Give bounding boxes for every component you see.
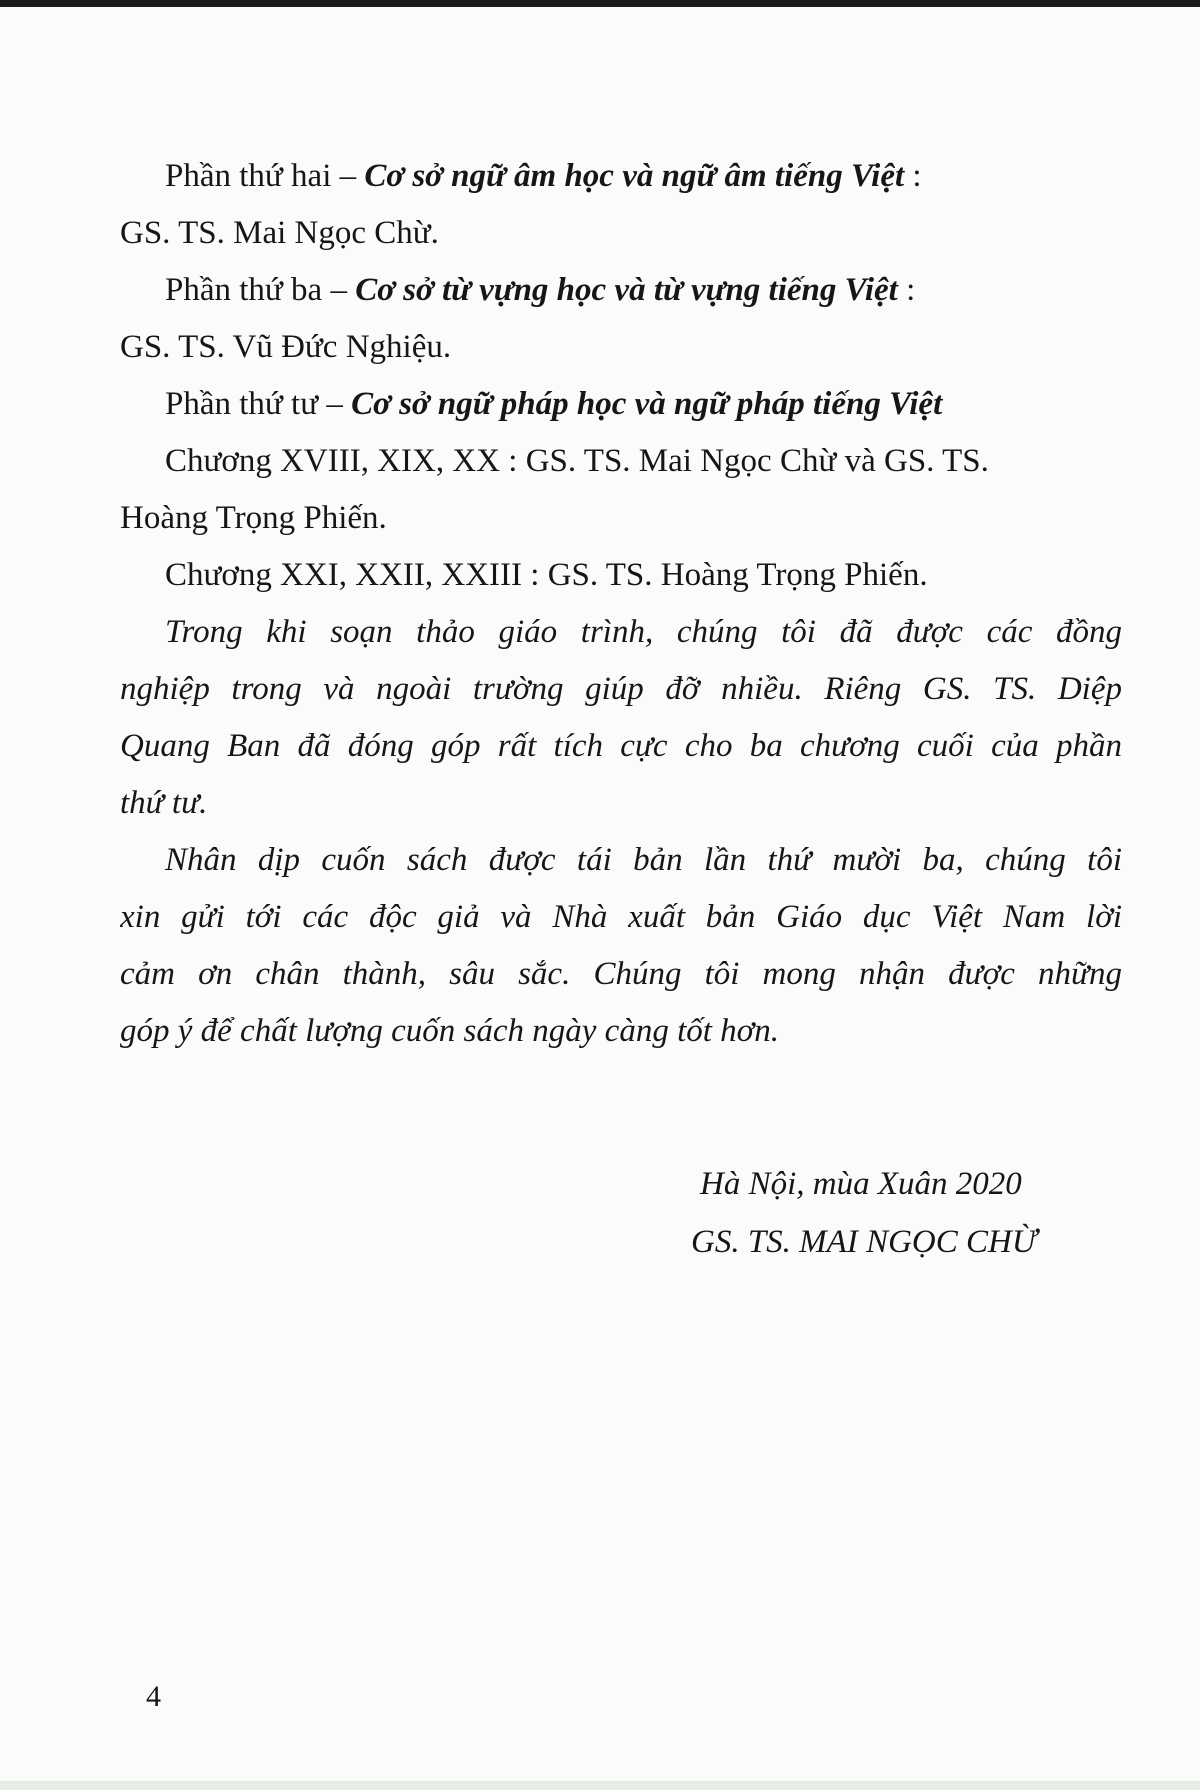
part-two-colon: : [912, 158, 922, 194]
credit-part-two [120, 148, 1122, 205]
part-three-title: Cơ sở từ vựng học và từ vựng tiếng Việt [355, 272, 898, 308]
part-two-title: Cơ sở ngữ âm học và ngữ âm tiếng Việt [364, 158, 905, 194]
part-three-label: Phần thứ ba – [165, 272, 347, 308]
credit-part-four [120, 376, 1122, 433]
part-four-label: Phần thứ tư – [165, 386, 343, 422]
page-bottom-edge [0, 1781, 1200, 1790]
signature-author: GS. TS. MAI NGỌC CHỪ [691, 1224, 1037, 1260]
part-two-label: Phần thứ hai – [165, 158, 357, 194]
credit-chapters-21-23: Chương XXI, XXII, XXIII : GS. TS. Hoàng Trọng Phiến. [165, 557, 928, 593]
thanks-line: góp ý để chất lượng cuốn sách ngày càng tốt hơn. [120, 1013, 780, 1049]
acknowledgement-line: Trong khi soạn thảo giáo trình, chúng tôi đã được các đồng [165, 614, 1122, 650]
thanks-paragraph [120, 832, 1122, 1060]
thanks-line: Nhân dịp cuốn sách được tái bản lần thứ mười ba, chúng tôi [165, 842, 1122, 878]
acknowledgement-line: thứ tư. [120, 785, 208, 821]
credit-part-two-author: GS. TS. Mai Ngọc Chừ. [120, 215, 439, 251]
page-content [120, 148, 1122, 1260]
part-three-colon: : [906, 272, 916, 308]
credit-chapters-18-20: Chương XVIII, XIX, XX : GS. TS. Mai Ngọc Chừ và GS. TS. [165, 443, 989, 479]
page-number: 4 [146, 1680, 161, 1713]
thanks-line: xin gửi tới các độc giả và Nhà xuất bản Giáo dục Việt Nam lời [120, 899, 1122, 935]
thanks-line: cảm ơn chân thành, sâu sắc. Chúng tôi mong nhận được những [120, 956, 1122, 992]
credit-part-three-author: GS. TS. Vũ Đức Nghiệu. [120, 329, 452, 365]
signature-place-date: Hà Nội, mùa Xuân 2020 [700, 1166, 1022, 1202]
credit-chapters-18-20-cont: Hoàng Trọng Phiến. [120, 500, 387, 536]
acknowledgement-paragraph [120, 604, 1122, 832]
acknowledgement-line: nghiệp trong và ngoài trường giúp đỡ nhiều. Riêng GS. TS. Diệp [120, 671, 1122, 707]
acknowledgement-line: Quang Ban đã đóng góp rất tích cực cho ba chương cuối của phần [120, 728, 1122, 764]
part-four-title: Cơ sở ngữ pháp học và ngữ pháp tiếng Việt [351, 386, 943, 422]
credit-part-three [120, 262, 1122, 319]
page-top-edge [0, 0, 1200, 7]
